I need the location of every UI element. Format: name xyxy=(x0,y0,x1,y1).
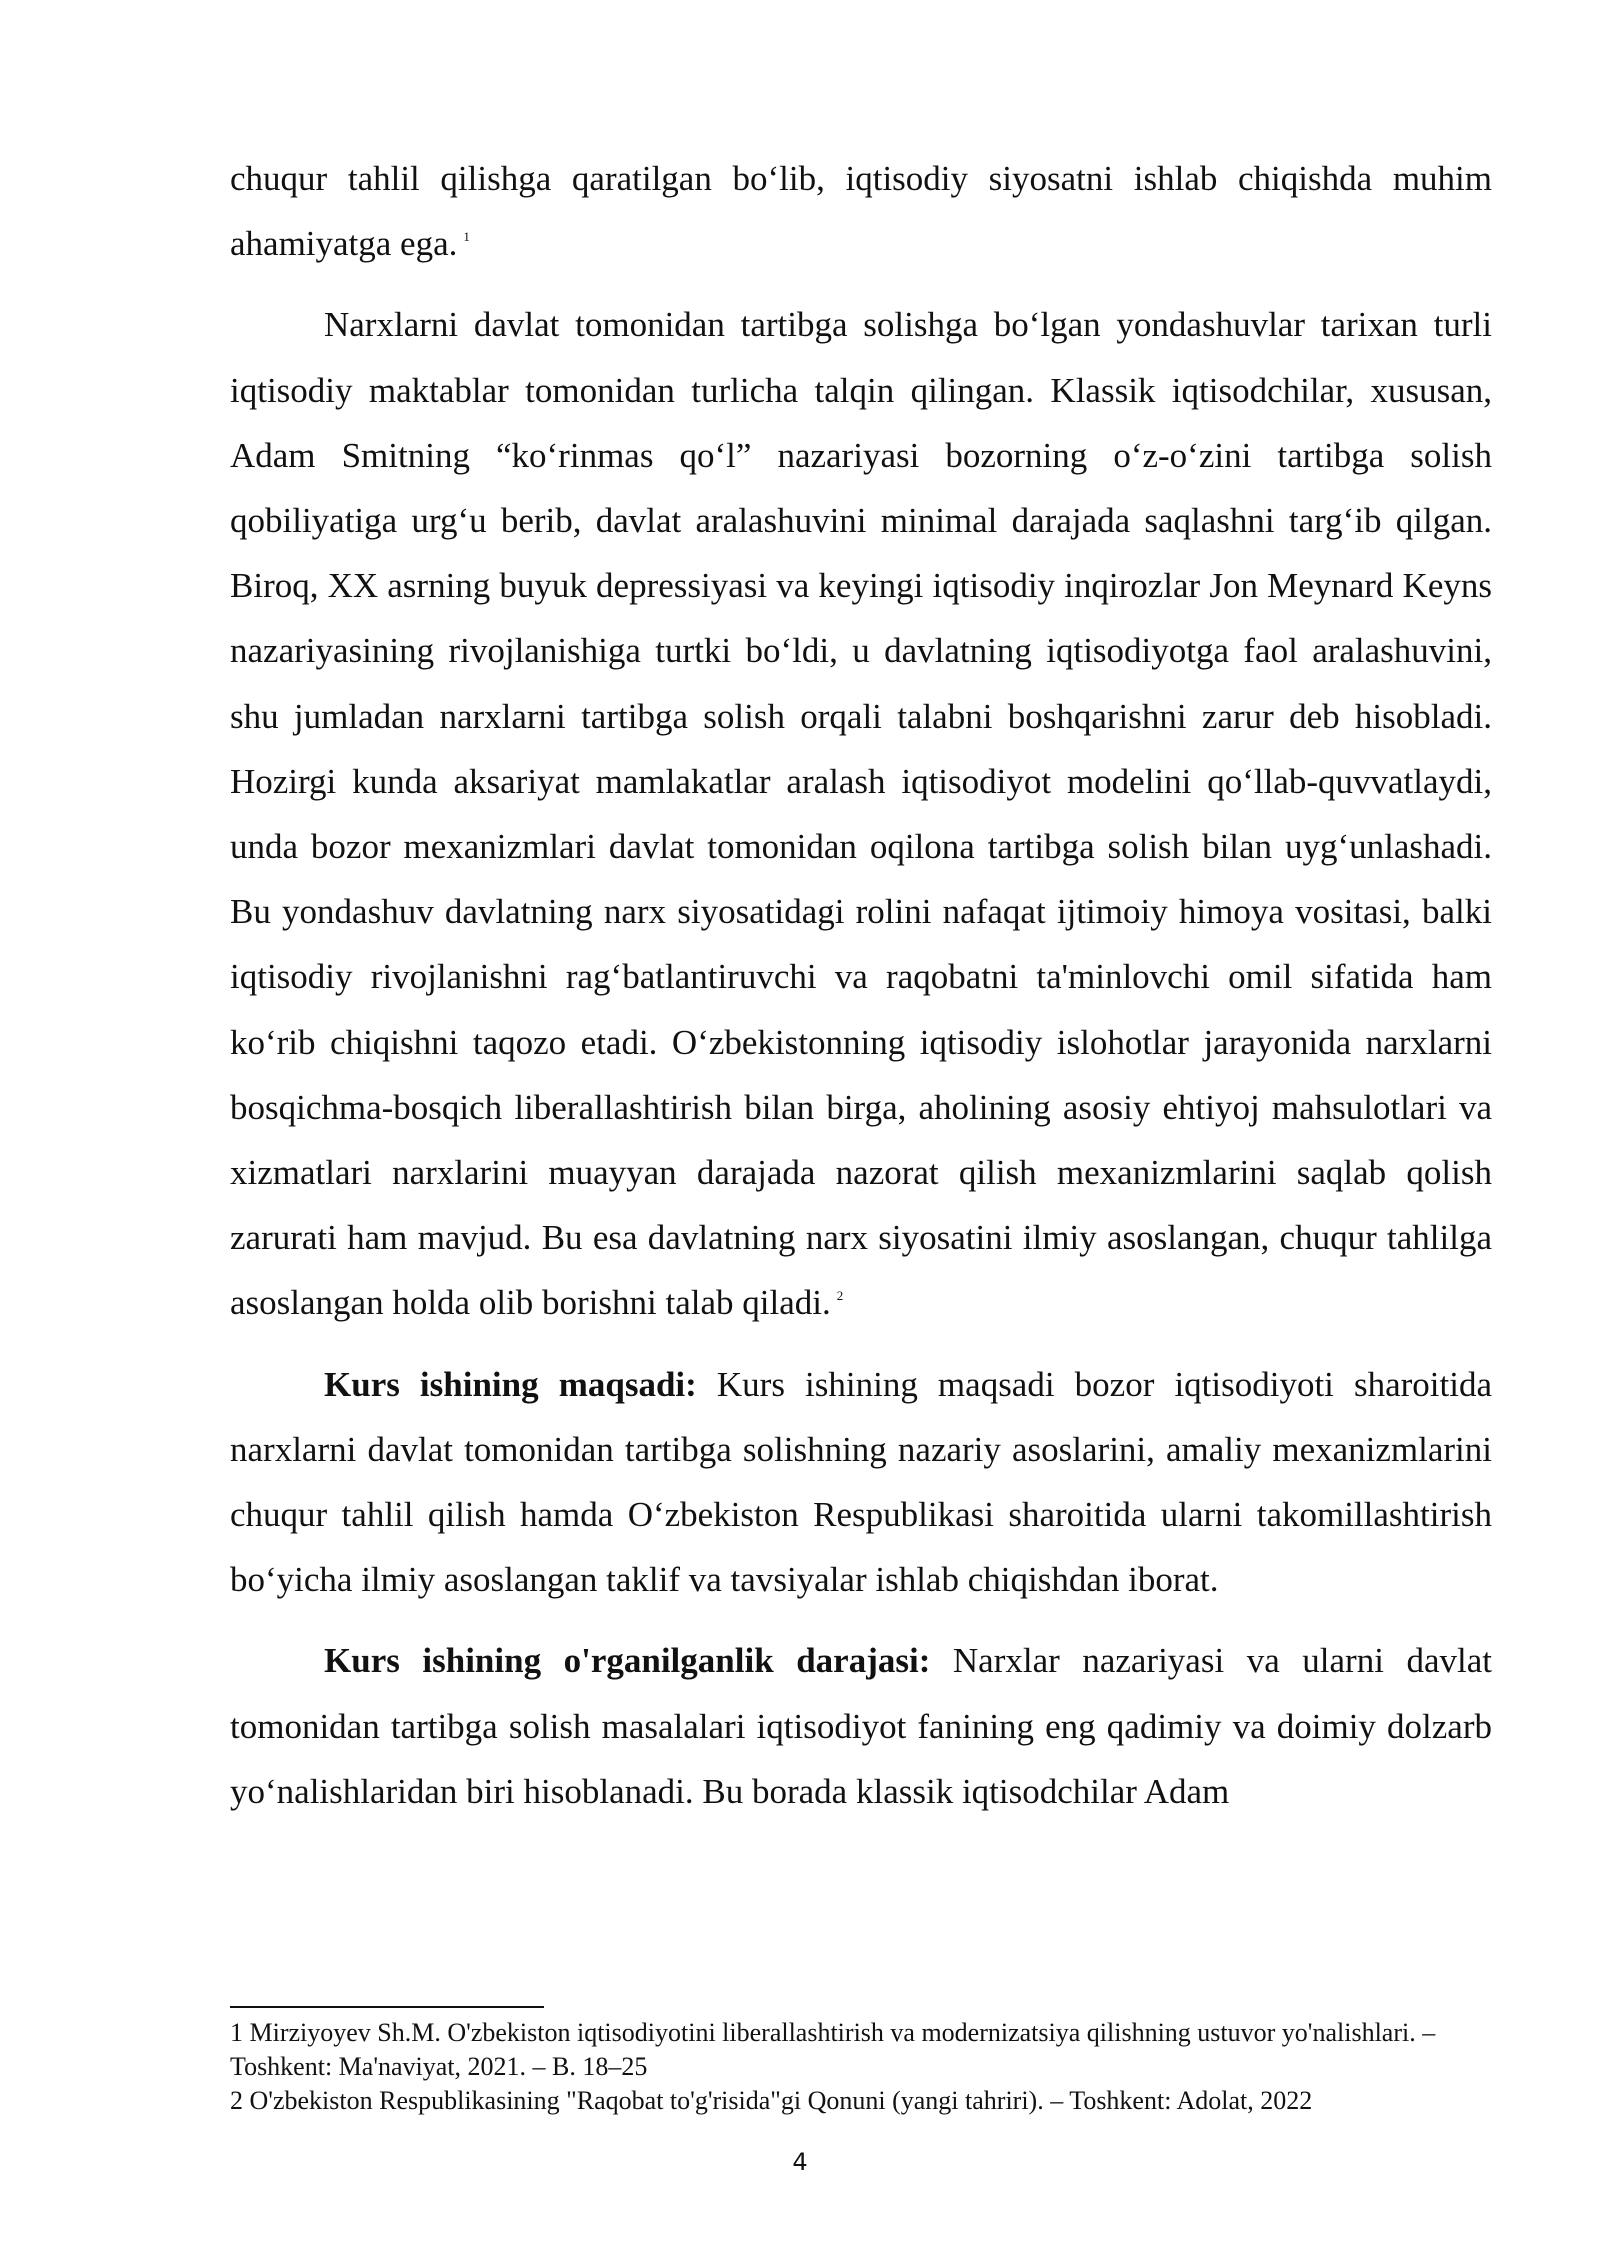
body-text xyxy=(230,146,1492,1840)
footnote-reference[interactable]: 2 xyxy=(836,1288,844,1304)
paragraph-study-level xyxy=(230,1628,1492,1824)
paragraph-text: Kurs ishining maqsadi bozor iqtisodiyoti sharoitida narxlarni davlat tomonidan tartibga solishning nazariy asoslarini, amaliy mexanizmlarini chuqur tahlil qilish hamda O‘zbekiston Respublikasi sharoitida ularni takomillashtirish bo‘yicha ilmiy asoslangan taklif va tavsiyalar ishlab chiqishdan iborat. xyxy=(230,1364,1493,1600)
paragraph-text: Narxlarni davlat tomonidan tartibga solishga bo‘lgan yondashuvlar tarixan turli iqtisodiy maktablar tomonidan turlicha talqin qilingan. Klassik iqtisodchilar, xususan, Adam Smitning “ko‘rinmas qo‘l” nazariyasi bozorning o‘z-o‘zini tartibga solish qobiliyatiga urg‘u berib, davlat aralashuvini minimal darajada saqlashni targ‘ib qilgan. Biroq, XX asrning buyuk depressiyasi va keyingi iqtisodiy inqirozlar Jon Meynard Keyns nazariyasining rivojlanishiga turtki bo‘ldi, u davlatning iqtisodiyotga faol aralashuvini, shu jumladan narxlarni tartibga solish orqali talabni boshqarishni zarur deb hisobladi. Hozirgi kunda aksariyat mamlakatlar aralash iqtisodiyot modelini qo‘llab-quvvatlaydi, unda bozor mexanizmlari davlat tomonidan oqilona tartibga solish bilan uyg‘unlashadi. Bu yondashuv davlatning narx siyosatidagi rolini nafaqat ijtimoiy himoya vositasi, balki iqtisodiy rivojlanishni rag‘batlantiruvchi va raqobatni ta'minlovchi omil sifatida ham ko‘rib chiqishni taqozo etadi. O‘zbekistonning iqtisodiy islohotlar jarayonida narxlarni bosqichma-bosqich liberallashtirish bilan birga, aholining asosiy ehtiyoj mahsulotlari va xizmatlari narxlarini muayyan darajada nazorat qilish mexanizmlarini saqlab qolish zarurati ham mavjud. Bu esa davlatning narx siyosatini ilmiy asoslangan, chuqur tahlilga asoslangan holda olib borishni talab qiladi. xyxy=(230,305,1492,1323)
page-number: 4 xyxy=(792,2148,808,2176)
footnote-item: 1 Mirziyoyev Sh.M. O'zbekiston iqtisodiyotini liberallashtirish va modernizatsiya qilishning ustuvor yo'nalishlari. – Toshkent: Ma'naviyat, 2021. – B. 18–25 xyxy=(230,2018,1436,2081)
footnote-separator xyxy=(230,2006,544,2008)
paragraph-price-regulation-history xyxy=(230,292,1492,1335)
paragraph-lead-heading: Kurs ishining o'rganilganlik darajasi: xyxy=(324,1641,931,1681)
footnotes xyxy=(230,2016,1492,2118)
paragraph-lead-heading: Kurs ishining maqsadi: xyxy=(324,1364,697,1404)
paragraph-text: Narxlar nazariyasi va ularni davlat tomonidan tartibga solish masalalari iqtisodiyot fanining eng qadimiy va doimiy dolzarb yo‘nalishlaridan biri hisoblanadi. Bu borada klassik iqtisodchilar Adam xyxy=(230,1641,1492,1811)
paragraph-continuation xyxy=(230,146,1492,276)
footnote-reference[interactable]: 1 xyxy=(463,229,470,245)
paragraph-text: chuqur tahlil qilishga qaratilgan bo‘lib, iqtisodiy siyosatni ishlab chiqishda muhim ahamiyatga ega. xyxy=(230,159,1492,264)
paragraph-course-goal xyxy=(230,1352,1492,1613)
footnote-item: 2 O'zbekiston Respublikasining "Raqobat to'g'risida"gi Qonuni (yangi tahriri). – Toshkent: Adolat, 2022 xyxy=(230,2086,1313,2115)
